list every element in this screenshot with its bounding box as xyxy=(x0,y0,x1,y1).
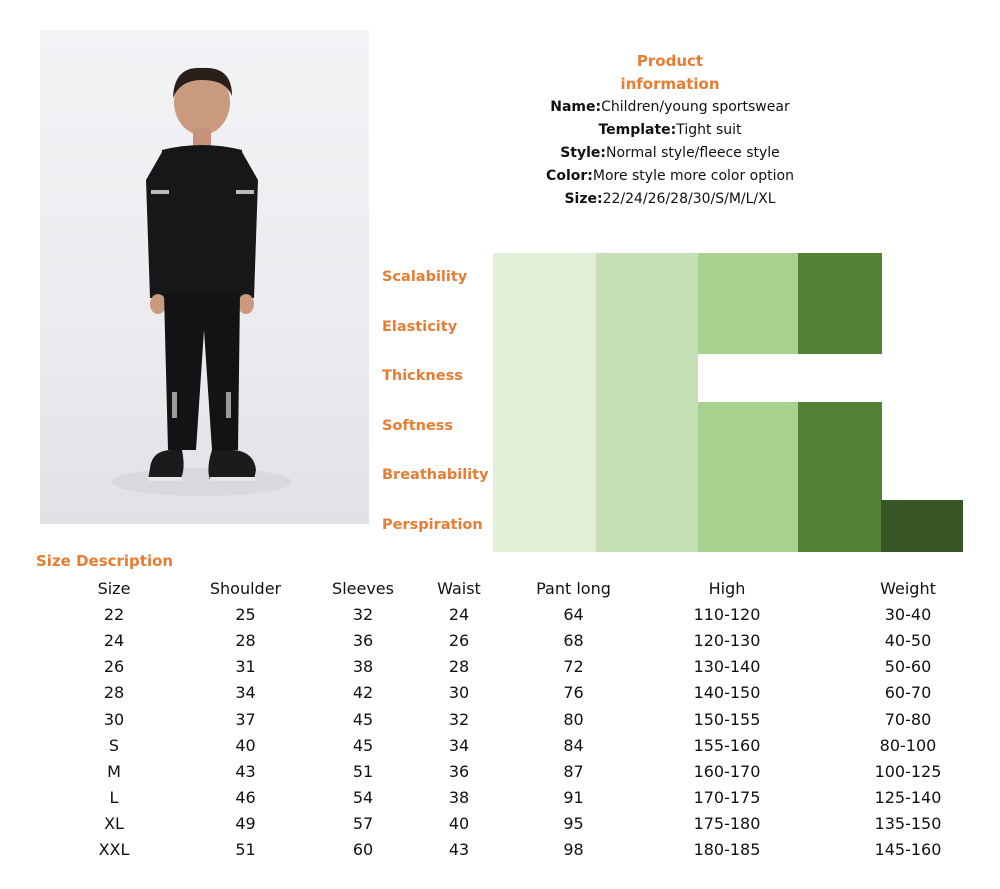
table-cell: 37 xyxy=(235,709,256,729)
table-row xyxy=(60,758,994,784)
table-cell: 130-140 xyxy=(693,657,761,677)
table-cell: 95 xyxy=(563,814,584,834)
info-row-style xyxy=(480,142,860,165)
table-cell: 43 xyxy=(448,840,470,860)
attr-label-thickness: Thickness xyxy=(382,368,463,384)
table-cell: 145-160 xyxy=(874,840,942,860)
table-cell: L xyxy=(109,788,119,808)
table-row xyxy=(60,732,994,758)
attr-label-perspiration: Perspiration xyxy=(382,517,483,533)
table-row xyxy=(60,680,994,706)
table-cell: 68 xyxy=(563,630,584,650)
info-label: Template: xyxy=(598,122,677,138)
table-cell: 140-150 xyxy=(693,683,761,703)
attr-label-elasticity: Elasticity xyxy=(382,319,458,335)
table-cell: 28 xyxy=(103,683,125,703)
table-cell: 175-180 xyxy=(693,814,761,834)
attr-label-scalability: Scalability xyxy=(382,269,468,285)
info-label: Color: xyxy=(546,168,593,184)
table-row xyxy=(60,627,994,653)
attr-label-softness: Softness xyxy=(382,418,454,434)
size-table xyxy=(60,575,994,863)
table-cell: 38 xyxy=(448,788,470,808)
table-cell: 76 xyxy=(563,683,584,703)
table-cell: 87 xyxy=(563,761,584,781)
table-cell: 24 xyxy=(448,604,470,624)
info-value: Children/young sportswear xyxy=(601,99,790,115)
size-description-title: Size Description xyxy=(36,552,174,570)
table-cell: 100-125 xyxy=(874,761,942,781)
table-cell: 98 xyxy=(563,840,584,860)
table-cell: 40 xyxy=(448,814,470,834)
table-row xyxy=(60,811,994,837)
info-row-template xyxy=(480,119,860,142)
table-cell: 24 xyxy=(103,630,125,650)
table-cell: 45 xyxy=(352,735,374,755)
level-block-5 xyxy=(881,500,963,552)
table-cell: 40 xyxy=(235,735,256,755)
table-cell: 150-155 xyxy=(693,709,761,729)
column-header: High xyxy=(708,578,746,598)
table-cell: 43 xyxy=(235,761,256,781)
table-cell: 31 xyxy=(235,657,256,677)
column-header: Pant long xyxy=(536,578,611,598)
table-cell: XXL xyxy=(98,840,130,860)
table-row xyxy=(60,785,994,811)
table-cell: 155-160 xyxy=(693,735,761,755)
table-cell: 25 xyxy=(235,604,256,624)
column-header: Waist xyxy=(437,578,481,598)
table-cell: 125-140 xyxy=(874,788,942,808)
table-cell: 60-70 xyxy=(884,683,932,703)
table-row xyxy=(60,654,994,680)
table-cell: 180-185 xyxy=(693,840,761,860)
info-row-color xyxy=(480,165,860,188)
info-title-line1: Product xyxy=(636,52,704,70)
table-cell: 36 xyxy=(448,761,470,781)
table-cell: 32 xyxy=(352,604,374,624)
level-block-2 xyxy=(596,253,698,552)
table-cell: 80-100 xyxy=(879,735,937,755)
table-cell: 51 xyxy=(352,761,374,781)
table-cell: 26 xyxy=(448,630,470,650)
info-label: Style: xyxy=(560,145,606,161)
info-row-name xyxy=(480,96,860,119)
level-block-1 xyxy=(493,253,596,552)
table-cell: 36 xyxy=(352,630,374,650)
table-cell: 54 xyxy=(352,788,374,808)
attr-label-breathability: Breathability xyxy=(382,467,489,483)
table-cell: XL xyxy=(104,814,124,834)
product-information xyxy=(480,50,860,211)
column-header: Shoulder xyxy=(209,578,282,598)
table-cell: 120-130 xyxy=(693,630,761,650)
column-header: Size xyxy=(97,578,131,598)
table-cell: 50-60 xyxy=(884,657,932,677)
level-block-4-upper xyxy=(798,253,882,354)
level-block-3-lower xyxy=(698,402,798,552)
table-cell: 51 xyxy=(235,840,256,860)
info-title-line2: information xyxy=(620,75,720,93)
table-cell: 26 xyxy=(103,657,125,677)
table-row xyxy=(60,837,994,863)
table-cell: 40-50 xyxy=(884,630,932,650)
table-cell: 60 xyxy=(352,840,374,860)
table-cell: 30 xyxy=(103,709,125,729)
table-cell: 22 xyxy=(103,604,125,624)
info-label: Size: xyxy=(564,191,603,207)
table-cell: 28 xyxy=(235,630,256,650)
table-cell: 45 xyxy=(352,709,374,729)
table-cell: 64 xyxy=(563,604,584,624)
column-header: Weight xyxy=(880,578,936,598)
info-value: 22/24/26/28/30/S/M/L/XL xyxy=(602,191,776,207)
table-cell: 110-120 xyxy=(693,604,761,624)
table-cell: 91 xyxy=(563,788,584,808)
table-cell: 160-170 xyxy=(693,761,761,781)
info-value: Tight suit xyxy=(676,122,742,138)
table-cell: 34 xyxy=(448,735,470,755)
table-cell: 72 xyxy=(563,657,584,677)
child-model-illustration xyxy=(40,30,369,524)
table-header-row xyxy=(60,575,994,601)
table-cell: 42 xyxy=(352,683,374,703)
table-cell: S xyxy=(108,735,120,755)
table-cell: 30-40 xyxy=(884,604,932,624)
column-header: Sleeves xyxy=(332,578,394,598)
info-value: More style more color option xyxy=(592,168,794,184)
table-cell: 170-175 xyxy=(693,788,761,808)
table-cell: 49 xyxy=(235,814,256,834)
info-label: Name: xyxy=(550,99,602,115)
table-cell: 38 xyxy=(352,657,374,677)
product-photo xyxy=(40,30,369,524)
table-cell: 84 xyxy=(563,735,584,755)
table-row xyxy=(60,601,994,627)
table-row xyxy=(60,706,994,732)
table-cell: 34 xyxy=(235,683,256,703)
table-cell: 32 xyxy=(448,709,470,729)
level-block-3-upper xyxy=(698,253,798,354)
table-cell: 70-80 xyxy=(884,709,932,729)
table-cell: M xyxy=(107,761,121,781)
table-cell: 135-150 xyxy=(874,814,942,834)
info-value: Normal style/fleece style xyxy=(606,145,780,161)
table-cell: 57 xyxy=(352,814,374,834)
level-block-4-lower xyxy=(798,402,882,552)
info-row-size xyxy=(480,188,860,211)
table-cell: 80 xyxy=(563,709,584,729)
table-cell: 30 xyxy=(448,683,470,703)
table-cell: 28 xyxy=(448,657,470,677)
table-cell: 46 xyxy=(235,788,256,808)
